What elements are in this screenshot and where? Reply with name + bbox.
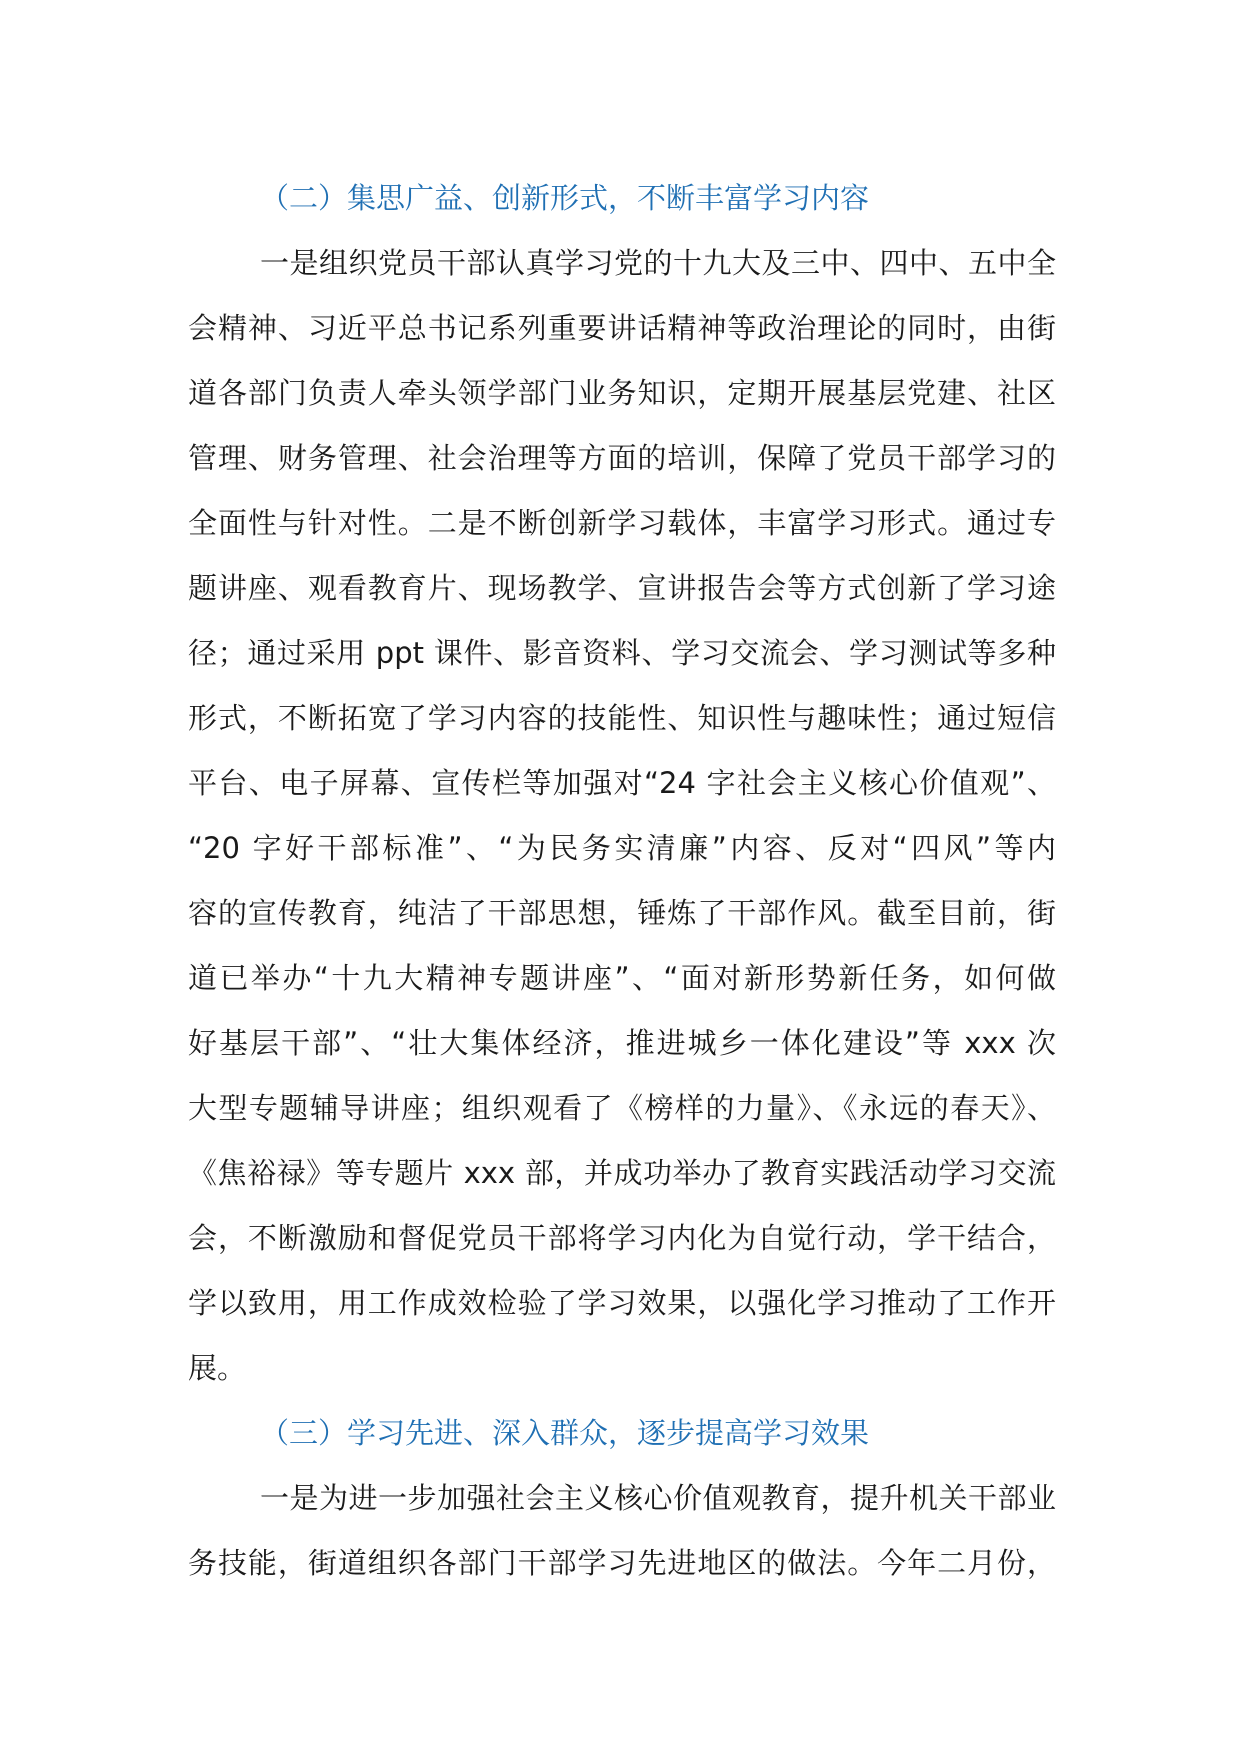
paragraph-line: 会精神、习近平总书记系列重要讲话精神等政治理论的同时，由街: [188, 311, 1056, 345]
paragraph-line: 容的宣传教育，纯洁了干部思想，锤炼了干部作风。截至目前，街: [188, 896, 1056, 930]
paragraph-line: 务技能，街道组织各部门干部学习先进地区的做法。今年二月份，: [188, 1546, 1056, 1580]
paragraph-line: 管理、财务管理、社会治理等方面的培训，保障了党员干部学习的: [188, 441, 1056, 475]
paragraph-line: 题讲座、观看教育片、现场教学、宣讲报告会等方式创新了学习途: [188, 571, 1056, 605]
paragraph-line: 学以致用，用工作成效检验了学习效果，以强化学习推动了工作开: [188, 1286, 1056, 1320]
paragraph-line: 大型专题辅导讲座；组织观看了《榜样的力量》、《永远的春天》、: [188, 1091, 1056, 1125]
paragraph-line: 会，不断激励和督促党员干部将学习内化为自觉行动，学干结合，: [188, 1221, 1056, 1255]
document-body: [188, 166, 1056, 1596]
paragraph-line: 展。: [188, 1351, 247, 1385]
paragraph-line: “20 字好干部标准”、“为民务实清廉”内容、反对“四风”等内: [188, 831, 1056, 865]
paragraph-line: 好基层干部”、“壮大集体经济，推进城乡一体化建设”等 xxx 次: [188, 1026, 1056, 1060]
section-three-heading: （三）学习先进、深入群众，逐步提高学习效果: [260, 1416, 870, 1450]
paragraph-line: 道各部门负责人牵头领学部门业务知识，定期开展基层党建、社区: [188, 376, 1056, 410]
paragraph-line: 形式，不断拓宽了学习内容的技能性、知识性与趣味性；通过短信: [188, 701, 1056, 735]
paragraph-line: 全面性与针对性。二是不断创新学习载体，丰富学习形式。通过专: [188, 506, 1056, 540]
paragraph-line: 一是组织党员干部认真学习党的十九大及三中、四中、五中全: [260, 246, 1056, 280]
paragraph-line: 径；通过采用 ppt 课件、影音资料、学习交流会、学习测试等多种: [188, 636, 1056, 670]
paragraph-line: 平台、电子屏幕、宣传栏等加强对“24 字社会主义核心价值观”、: [188, 766, 1056, 800]
paragraph-line: 《焦裕禄》等专题片 xxx 部，并成功举办了教育实践活动学习交流: [188, 1156, 1056, 1190]
paragraph-line: 道已举办“十九大精神专题讲座”、“面对新形势新任务，如何做: [188, 961, 1056, 995]
section-two-heading: （二）集思广益、创新形式，不断丰富学习内容: [260, 181, 870, 215]
paragraph-line: 一是为进一步加强社会主义核心价值观教育，提升机关干部业: [260, 1481, 1056, 1515]
